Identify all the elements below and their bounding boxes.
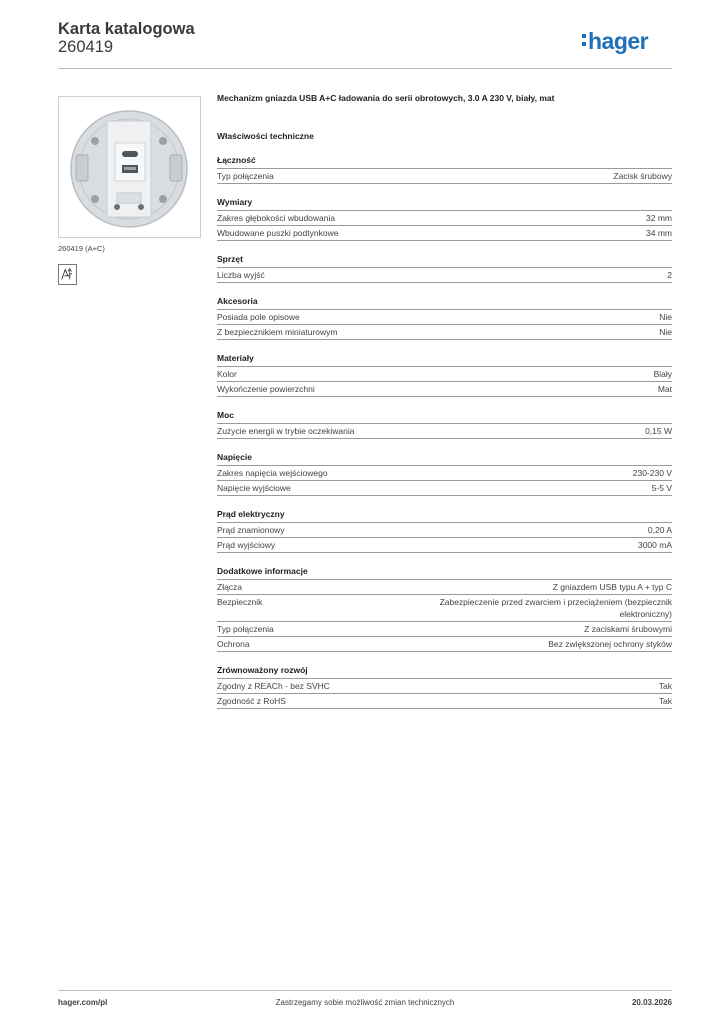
property-label: Z bezpiecznikiem miniaturowym: [217, 327, 338, 337]
property-label: Zakres głębokości wbudowania: [217, 213, 336, 223]
group-title: Prąd elektryczny: [217, 508, 672, 523]
property-row: [217, 622, 672, 637]
property-value: Z gniazdem USB typu A + typ C: [552, 582, 672, 592]
product-image: [58, 96, 201, 238]
property-label: Wbudowane puszki podtynkowe: [217, 228, 339, 238]
property-label: Typ połączenia: [217, 624, 274, 634]
property-label: Ochrona: [217, 639, 250, 649]
technical-properties-title: Właściwości techniczne: [217, 131, 314, 141]
property-group: [217, 508, 672, 553]
group-title: Dodatkowe informacje: [217, 565, 672, 580]
property-row: [217, 367, 672, 382]
page-header: [58, 20, 672, 70]
property-group: [217, 154, 672, 184]
property-group: [217, 352, 672, 397]
property-row: [217, 679, 672, 694]
property-group: [217, 409, 672, 439]
property-group: [217, 565, 672, 652]
property-row: [217, 523, 672, 538]
property-value: Z zaciskami śrubowymi: [584, 624, 672, 634]
footer-date: 20.03.2026: [631, 998, 672, 1007]
footer-website[interactable]: hager.com/pl: [58, 998, 108, 1007]
group-title: Sprzęt: [217, 253, 672, 268]
property-value: Zacisk śrubowy: [613, 171, 672, 181]
property-value: 34 mm: [646, 228, 672, 238]
group-title: Zrównoważony rozwój: [217, 664, 672, 679]
property-row: [217, 325, 672, 340]
property-value: Bez zwiększonej ochrony styków: [548, 639, 672, 649]
property-group: [217, 295, 672, 340]
property-row: [217, 268, 672, 283]
catalog-number: 260419: [58, 38, 114, 56]
product-description: Mechanizm gniazda USB A+C ładowania do serii obrotowych, 3.0 A 230 V, biały, mat: [217, 93, 555, 103]
property-group: [217, 664, 672, 709]
group-title: Napięcie: [217, 451, 672, 466]
property-label: Zgodny z REACh - bez SVHC: [217, 681, 330, 691]
property-row: [217, 694, 672, 709]
footer-disclaimer: Zastrzegamy sobie możliwość zmian technicznych: [275, 998, 455, 1007]
property-value: Zabezpieczenie przed zwarciem i przeciążeniem (bezpiecznik elektroniczny): [439, 597, 672, 619]
page-footer: [58, 998, 672, 1012]
property-row: [217, 382, 672, 397]
property-groups: [217, 154, 672, 709]
property-label: Zakres napięcia wejściowego: [217, 468, 328, 478]
property-group: [217, 253, 672, 283]
property-value: 3000 mA: [637, 540, 672, 550]
product-details: [217, 92, 672, 709]
group-title: Moc: [217, 409, 672, 424]
property-row: [217, 424, 672, 439]
property-label: Zgodność z RoHS: [217, 696, 286, 706]
hager-logo: [582, 27, 672, 57]
property-row: [217, 595, 672, 622]
property-row: [217, 481, 672, 496]
property-row: [217, 169, 672, 184]
property-label: Bezpiecznik: [217, 597, 263, 607]
footer-divider: [58, 990, 672, 991]
property-value: 0,15 W: [645, 426, 672, 436]
property-label: Liczba wyjść: [217, 270, 265, 280]
image-caption: 260419 (A+C): [58, 244, 105, 253]
property-value: 32 mm: [646, 213, 672, 223]
property-row: [217, 538, 672, 553]
property-row: [217, 637, 672, 652]
property-row: [217, 211, 672, 226]
property-row: [217, 580, 672, 595]
property-row: [217, 310, 672, 325]
property-value: Mat: [657, 384, 672, 394]
property-label: Prąd znamionowy: [217, 525, 285, 535]
property-value: Tak: [658, 696, 672, 706]
group-title: Łączność: [217, 154, 672, 169]
property-label: Typ połączenia: [217, 171, 274, 181]
property-label: Zużycie energii w trybie oczekiwania: [217, 426, 355, 436]
document-title: Karta katalogowa: [58, 20, 195, 38]
property-label: Kolor: [217, 369, 237, 379]
property-label: Napięcie wyjściowe: [217, 483, 291, 493]
group-title: Materiały: [217, 352, 672, 367]
property-value: 5-5 V: [651, 483, 672, 493]
property-label: Prąd wyjściowy: [217, 540, 276, 550]
property-row: [217, 226, 672, 241]
property-label: Złącza: [217, 582, 243, 592]
property-label: Posiada pole opisowe: [217, 312, 300, 322]
group-title: Akcesoria: [217, 295, 672, 310]
usb-charger-symbol-icon: [58, 264, 77, 285]
property-group: [217, 451, 672, 496]
group-title: Wymiary: [217, 196, 672, 211]
property-group: [217, 196, 672, 241]
property-value: 230-230 V: [632, 468, 672, 478]
property-value: 2: [667, 270, 672, 280]
property-row: [217, 466, 672, 481]
header-divider: [58, 68, 672, 69]
svg-text:hager: hager: [588, 28, 649, 54]
property-value: Biały: [653, 369, 672, 379]
property-value: Nie: [659, 312, 672, 322]
property-label: Wykończenie powierzchni: [217, 384, 315, 394]
property-value: Nie: [659, 327, 672, 337]
property-value: Tak: [658, 681, 672, 691]
property-value: 0,20 A: [647, 525, 672, 535]
